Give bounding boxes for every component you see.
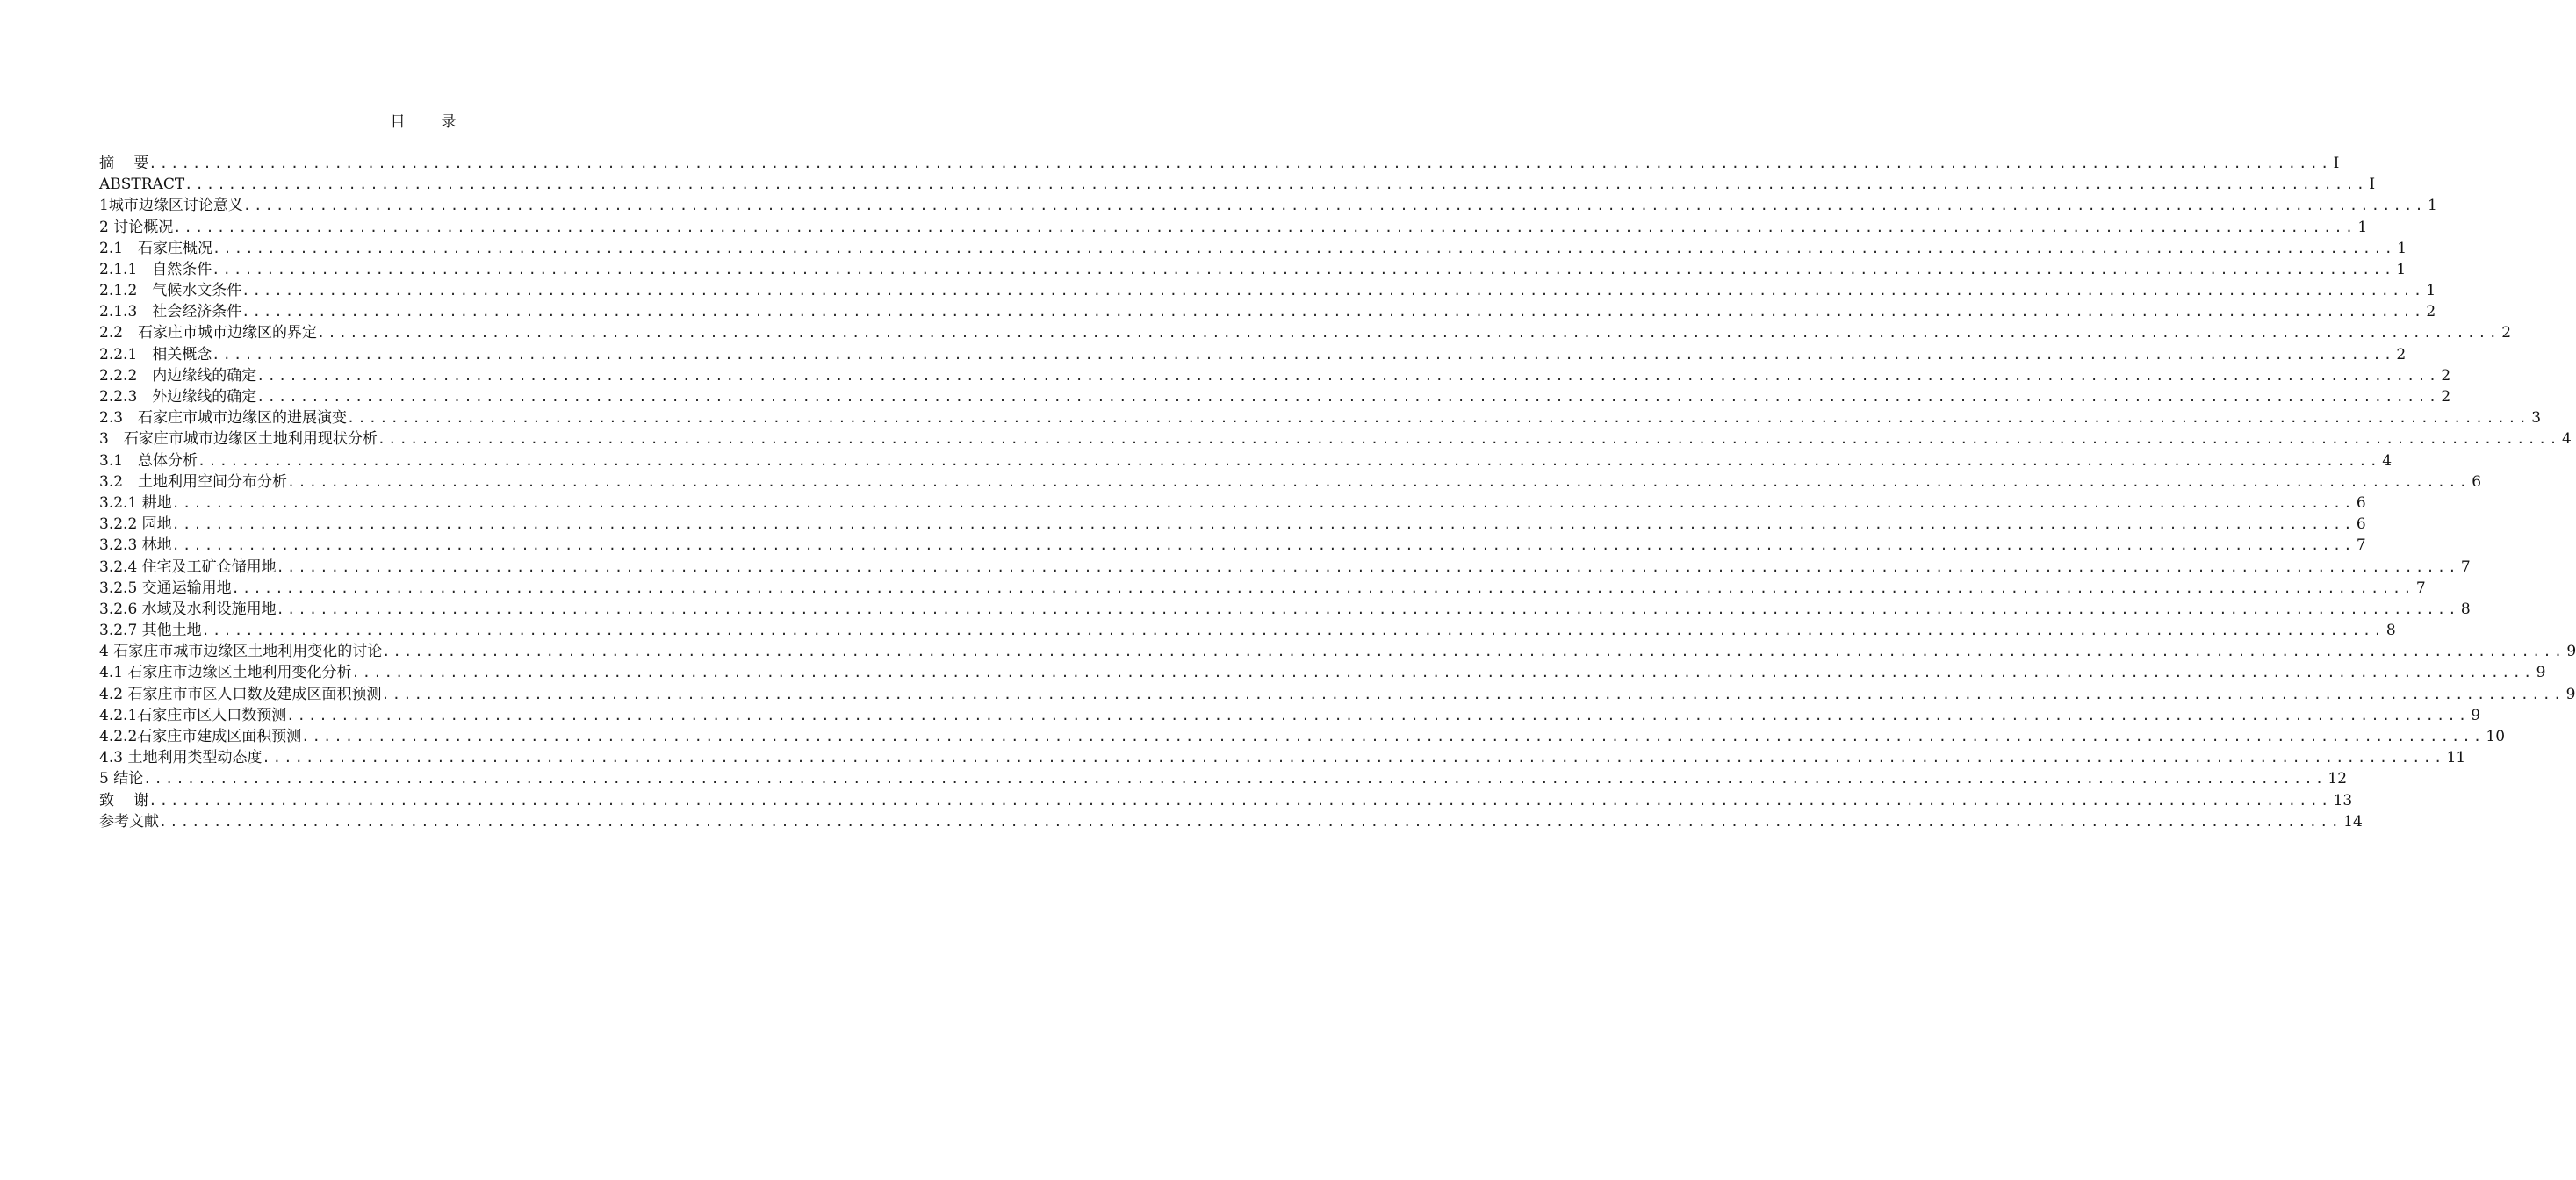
toc-leader-dots: ........................................................................................................................................................................................................ — [212, 261, 2395, 277]
toc-entry[interactable] — [99, 280, 2436, 301]
toc-entry-label: 2.1 石家庄概况 — [99, 239, 213, 257]
toc-leader-dots: ........................................................................................................................................................................................................ — [212, 240, 2396, 256]
toc-leader-dots: ........................................................................................................................................................................................................ — [262, 750, 2445, 766]
toc-entry[interactable] — [99, 705, 2481, 726]
toc-entry[interactable] — [99, 344, 2407, 365]
toc-entry-label: 5 结论 — [99, 770, 144, 788]
toc-entry-label: 4.2.2石家庄市建成区面积预测 — [99, 728, 302, 746]
toc-leader-dots: ........................................................................................................................................................................................................ — [287, 473, 2471, 490]
toc-entry-page: 4 — [2382, 451, 2393, 470]
toc-leader-dots: ........................................................................................................................................................................................................ — [242, 198, 2426, 214]
toc-entry-label: 2.2.3 外边缘线的确定 — [99, 388, 257, 407]
toc-leader-dots: ........................................................................................................................................................................................................ — [171, 516, 2355, 533]
toc-entry[interactable] — [99, 747, 2466, 768]
toc-entry-label: 4.3 土地利用类型动态度 — [99, 749, 263, 767]
toc-entry[interactable] — [99, 217, 2368, 238]
toc-leader-dots: ........................................................................................................................................................................................................ — [171, 537, 2355, 554]
toc-entry-page: 12 — [2328, 770, 2348, 788]
toc-leader-dots: ........................................................................................................................................................................................................ — [148, 155, 2332, 171]
toc-entry-label: 3.2.5 交通运输用地 — [99, 579, 232, 597]
toc-leader-dots: ........................................................................................................................................................................................................ — [159, 813, 2342, 830]
toc-entry-page: 7 — [2460, 558, 2471, 576]
toc-leader-dots: ........................................................................................................................................................................................................ — [347, 410, 2530, 427]
toc-entry[interactable] — [99, 557, 2471, 578]
toc-entry-page: 1 — [2427, 197, 2437, 215]
toc-entry-page: I — [2333, 154, 2340, 172]
toc-entry-label: 2.3 石家庄市城市边缘区的进展演变 — [99, 409, 348, 428]
toc-entry-label: ABSTRACT — [99, 176, 185, 194]
toc-entry[interactable] — [99, 407, 2542, 428]
toc-entry[interactable] — [99, 620, 2396, 641]
toc-leader-dots: ........................................................................................................................................................................................................ — [198, 452, 2381, 469]
toc-entry[interactable] — [99, 684, 2576, 705]
toc-entry-page: 2 — [2441, 388, 2451, 407]
toc-leader-dots: ........................................................................................................................................................................................................ — [148, 792, 2332, 809]
toc-entry-label: 4.2.1石家庄市区人口数预测 — [99, 706, 287, 724]
toc-entry[interactable] — [99, 726, 2506, 747]
toc-entry-label: 2.1.1 自然条件 — [99, 260, 212, 278]
toc-entry-page: 14 — [2343, 812, 2363, 831]
toc-entry[interactable] — [99, 663, 2546, 684]
toc-entry-label: 3.2.2 园地 — [99, 515, 172, 534]
toc-entry-label: 3.2 土地利用空间分布分析 — [99, 472, 288, 491]
toc-entry-label: 致 谢 — [99, 791, 149, 809]
toc-entry[interactable] — [99, 768, 2348, 789]
toc-entry[interactable] — [99, 428, 2572, 450]
toc-entry-label: 2.1.3 社会经济条件 — [99, 303, 242, 321]
toc-entry-page: 6 — [2472, 472, 2482, 491]
toc-entry-page: 1 — [2396, 260, 2407, 278]
toc-entry-label: 1城市边缘区讨论意义 — [99, 197, 243, 215]
toc-entry[interactable] — [99, 153, 2340, 174]
toc-entry-page: 10 — [2486, 728, 2506, 746]
toc-entry[interactable] — [99, 450, 2393, 471]
toc-entry-label: 摘 要 — [99, 154, 149, 172]
toc-entry-page: 7 — [2356, 536, 2366, 555]
toc-leader-dots: ........................................................................................................................................................................................................ — [377, 431, 2560, 448]
toc-leader-dots: ........................................................................................................................................................................................................ — [256, 367, 2440, 384]
toc-entry-label: 3.1 总体分析 — [99, 451, 198, 470]
toc-entry-page: 2 — [2501, 324, 2512, 342]
toc-leader-dots: ........................................................................................................................................................................................................ — [231, 579, 2414, 596]
toc-entry-label: 2 讨论概况 — [99, 218, 174, 236]
toc-entry[interactable] — [99, 811, 2363, 832]
toc-entry-page: 9 — [2536, 664, 2546, 682]
toc-entry-page: 6 — [2356, 515, 2366, 534]
toc-entry-page: I — [2369, 176, 2376, 194]
toc-entry-label: 3.2.6 水域及水利设施用地 — [99, 600, 277, 618]
toc-entry[interactable] — [99, 301, 2436, 322]
toc-entry-label: 3.2.4 住宅及工矿仓储用地 — [99, 558, 277, 576]
toc-leader-dots: ........................................................................................................................................................................................................ — [351, 665, 2535, 681]
toc-entry[interactable] — [99, 535, 2366, 556]
toc-leader-dots: ........................................................................................................................................................................................................ — [241, 283, 2425, 299]
toc-entry-page: 6 — [2356, 493, 2366, 512]
toc-entry-page: 1 — [2426, 282, 2436, 300]
toc-entry-page: 8 — [2385, 622, 2396, 640]
toc-entry-label: 3.2.3 林地 — [99, 536, 172, 555]
toc-entry[interactable] — [99, 195, 2437, 216]
toc-leader-dots: ........................................................................................................................................................................................................ — [143, 771, 2327, 788]
toc-entry-label: 参考文献 — [99, 812, 159, 831]
toc-entry-page: 1 — [2357, 218, 2368, 236]
toc-entry-page: 13 — [2333, 791, 2353, 809]
toc-entry-page: 2 — [2441, 366, 2451, 385]
toc-entry-page: 2 — [2396, 345, 2407, 363]
toc-list — [99, 153, 2576, 832]
toc-leader-dots: ........................................................................................................................................................................................................ — [173, 219, 2357, 235]
toc-entry[interactable] — [99, 599, 2471, 620]
toc-entry[interactable] — [99, 323, 2512, 344]
toc-entry-label: 2.2.2 内边缘线的确定 — [99, 366, 257, 385]
toc-leader-dots: ........................................................................................................................................................................................................ — [201, 622, 2385, 639]
toc-entry-page: 8 — [2460, 600, 2471, 618]
toc-leader-dots: ........................................................................................................................................................................................................ — [184, 176, 2368, 193]
toc-entry-page: 9 — [2566, 643, 2576, 661]
toc-leader-dots: ........................................................................................................................................................................................................ — [276, 558, 2459, 575]
toc-entry-label: 2.1.2 气候水文条件 — [99, 282, 242, 300]
toc-leader-dots: ........................................................................................................................................................................................................ — [212, 346, 2395, 363]
toc-entry-label: 4.1 石家庄市边缘区土地利用变化分析 — [99, 664, 352, 682]
toc-entry-page: 3 — [2531, 409, 2542, 428]
toc-entry[interactable] — [99, 238, 2407, 259]
toc-entry[interactable] — [99, 174, 2376, 195]
toc-entry-page: 9 — [2565, 685, 2576, 703]
toc-entry[interactable] — [99, 578, 2426, 599]
toc-entry-label: 2.2.1 相关概念 — [99, 345, 212, 363]
toc-leader-dots: ........................................................................................................................................................................................................ — [301, 729, 2485, 745]
toc-entry[interactable] — [99, 790, 2353, 811]
toc-entry-page: 11 — [2446, 749, 2466, 767]
toc-entry-label: 4 石家庄市城市边缘区土地利用变化的讨论 — [99, 643, 383, 661]
toc-leader-dots: ........................................................................................................................................................................................................ — [286, 707, 2470, 723]
toc-entry-label: 4.2 石家庄市市区人口数及建成区面积预测 — [99, 685, 382, 703]
toc-leader-dots: ........................................................................................................................................................................................................ — [256, 389, 2440, 406]
toc-entry[interactable] — [99, 514, 2366, 535]
toc-entry-label: 2.2 石家庄市城市边缘区的界定 — [99, 324, 318, 342]
toc-entry-label: 3.2.7 其他土地 — [99, 622, 202, 640]
toc-entry[interactable] — [99, 259, 2407, 280]
toc-leader-dots: ........................................................................................................................................................................................................ — [381, 686, 2565, 702]
toc-entry-label: 3 石家庄市城市边缘区土地利用现状分析 — [99, 430, 378, 449]
toc-leader-dots: ........................................................................................................................................................................................................ — [241, 304, 2425, 320]
toc-leader-dots: ........................................................................................................................................................................................................ — [317, 325, 2500, 342]
toc-leader-dots: ........................................................................................................................................................................................................ — [382, 644, 2565, 660]
toc-entry-page: 2 — [2426, 303, 2436, 321]
toc-entry[interactable] — [99, 365, 2451, 386]
toc-entry[interactable] — [99, 493, 2366, 514]
toc-entry-label: 3.2.1 耕地 — [99, 493, 172, 512]
toc-entry-page: 7 — [2415, 579, 2426, 597]
toc-leader-dots: ........................................................................................................................................................................................................ — [276, 601, 2459, 617]
toc-entry-page: 1 — [2397, 239, 2407, 257]
toc-entry[interactable] — [99, 641, 2576, 662]
toc-entry-page: 4 — [2561, 430, 2572, 449]
toc-entry-page: 9 — [2471, 706, 2481, 724]
toc-leader-dots: ........................................................................................................................................................................................................ — [171, 494, 2355, 511]
toc-entry[interactable] — [99, 471, 2482, 493]
toc-title: 目 录 — [390, 113, 467, 131]
toc-entry[interactable] — [99, 386, 2451, 407]
